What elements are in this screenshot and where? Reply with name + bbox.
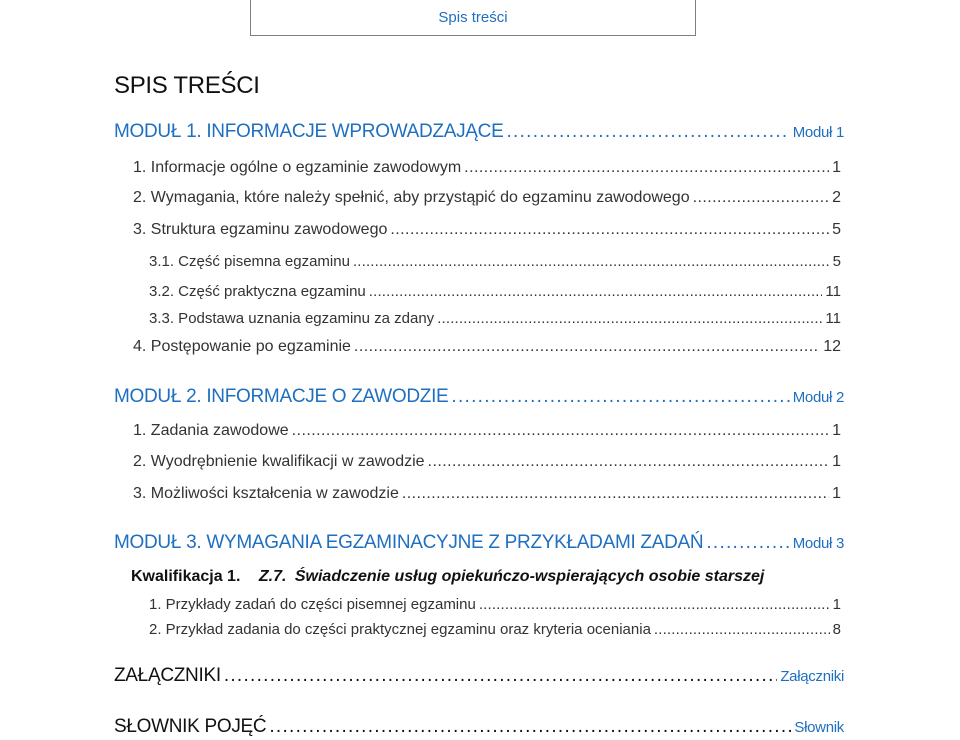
toc-entry[interactable] bbox=[149, 596, 841, 613]
toc-entry-page: Moduł 2 bbox=[792, 389, 844, 406]
toc-entry-label: MODUŁ 2. INFORMACJE O ZAWODZIE bbox=[114, 386, 449, 407]
toc-entry-page: 11 bbox=[825, 283, 841, 300]
toc-entry-glossary[interactable] bbox=[114, 716, 844, 738]
toc-entry-module-1[interactable] bbox=[114, 121, 844, 143]
toc-entry-label: 1. Przykłady zadań do części pisemnej egzaminu bbox=[149, 596, 476, 613]
toc-entry-label: ZAŁĄCZNIKI bbox=[114, 665, 221, 686]
toc-entry-page: 1 bbox=[832, 159, 841, 176]
toc-entry-label: 3.1. Część pisemna egzaminu bbox=[149, 253, 350, 270]
toc-entry-page: 8 bbox=[832, 621, 841, 638]
toc-entry-page: 2 bbox=[832, 189, 841, 206]
toc-entry-appendix[interactable] bbox=[114, 665, 844, 687]
dot-leader bbox=[654, 621, 830, 638]
toc-entry[interactable] bbox=[149, 283, 841, 300]
dot-leader bbox=[451, 386, 789, 408]
toc-entry-page: Słownik bbox=[794, 719, 844, 736]
dot-leader bbox=[292, 422, 829, 440]
qualification-prefix: Kwalifikacja 1. bbox=[131, 568, 241, 585]
dot-leader bbox=[224, 665, 778, 687]
dot-leader bbox=[354, 338, 820, 356]
dot-leader bbox=[353, 253, 830, 270]
dot-leader bbox=[369, 283, 823, 300]
dot-leader bbox=[693, 189, 830, 207]
toc-entry[interactable] bbox=[133, 422, 841, 440]
qualification-code: Z.7. bbox=[258, 568, 287, 585]
toc-entry[interactable] bbox=[149, 253, 841, 270]
toc-entry[interactable] bbox=[133, 159, 841, 177]
toc-title: SPIS TREŚCI bbox=[114, 72, 260, 99]
toc-entry-label: 1. Zadania zawodowe bbox=[133, 422, 289, 439]
toc-entry-page: Załączniki bbox=[780, 668, 844, 685]
toc-entry-page: Moduł 3 bbox=[792, 535, 844, 552]
toc-entry[interactable] bbox=[133, 338, 841, 356]
toc-entry-page: 11 bbox=[825, 310, 841, 327]
toc-entry[interactable] bbox=[133, 485, 841, 503]
toc-entry-module-2[interactable] bbox=[114, 386, 844, 408]
toc-entry-page: 12 bbox=[823, 338, 841, 355]
toc-entry-label: MODUŁ 1. INFORMACJE WPROWADZAJĄCE bbox=[114, 121, 504, 142]
toc-entry-page: 5 bbox=[832, 221, 841, 238]
toc-entry-label: 3. Struktura egzaminu zawodowego bbox=[133, 221, 388, 238]
toc-entry-label: 2. Wymagania, które należy spełnić, aby przystąpić do egzaminu zawodowego bbox=[133, 189, 690, 206]
toc-entry-page: 1 bbox=[832, 485, 841, 502]
qualification-heading[interactable] bbox=[131, 568, 764, 586]
dot-leader bbox=[402, 485, 829, 503]
toc-entry-label: MODUŁ 3. WYMAGANIA EGZAMINACYJNE Z PRZYKŁADAMI ZADAŃ bbox=[114, 532, 704, 553]
toc-entry[interactable] bbox=[149, 310, 841, 327]
toc-entry-label: 4. Postępowanie po egzaminie bbox=[133, 338, 351, 355]
toc-entry-page: 1 bbox=[832, 453, 841, 470]
toc-entry[interactable] bbox=[149, 621, 841, 638]
toc-entry-label: SŁOWNIK POJĘĆ bbox=[114, 716, 267, 737]
dot-leader bbox=[269, 716, 791, 738]
toc-entry-label: 3.2. Część praktyczna egzaminu bbox=[149, 283, 366, 300]
toc-entry-label: 2. Wyodrębnienie kwalifikacji w zawodzie bbox=[133, 453, 425, 470]
toc-entry-label: 2. Przykład zadania do części praktycznej egzaminu oraz kryteria oceniania bbox=[149, 621, 651, 638]
header-title: Spis treści bbox=[438, 9, 508, 26]
toc-entry[interactable] bbox=[133, 453, 841, 471]
toc-entry-page: 1 bbox=[832, 422, 841, 439]
dot-leader bbox=[428, 453, 830, 471]
toc-entry-page: Moduł 1 bbox=[792, 124, 844, 141]
dot-leader bbox=[390, 221, 829, 239]
toc-entry-module-3[interactable] bbox=[114, 532, 844, 554]
page-header bbox=[250, 0, 696, 36]
qualification-name: Świadczenie usług opiekuńczo-wspierających osobie starszej bbox=[294, 568, 765, 585]
toc-entry-page: 1 bbox=[832, 596, 841, 613]
toc-entry-label: 3.3. Podstawa uznania egzaminu za zdany bbox=[149, 310, 435, 327]
dot-leader bbox=[464, 159, 829, 177]
toc-entry-label: 1. Informacje ogólne o egzaminie zawodowym bbox=[133, 159, 462, 176]
dot-leader bbox=[706, 532, 789, 554]
toc-entry-label: 3. Możliwości kształcenia w zawodzie bbox=[133, 485, 399, 502]
dot-leader bbox=[506, 121, 789, 143]
dot-leader bbox=[437, 310, 822, 327]
toc-entry[interactable] bbox=[133, 189, 841, 207]
toc-entry-page: 5 bbox=[832, 253, 841, 270]
toc-entry[interactable] bbox=[133, 221, 841, 239]
dot-leader bbox=[479, 596, 830, 613]
